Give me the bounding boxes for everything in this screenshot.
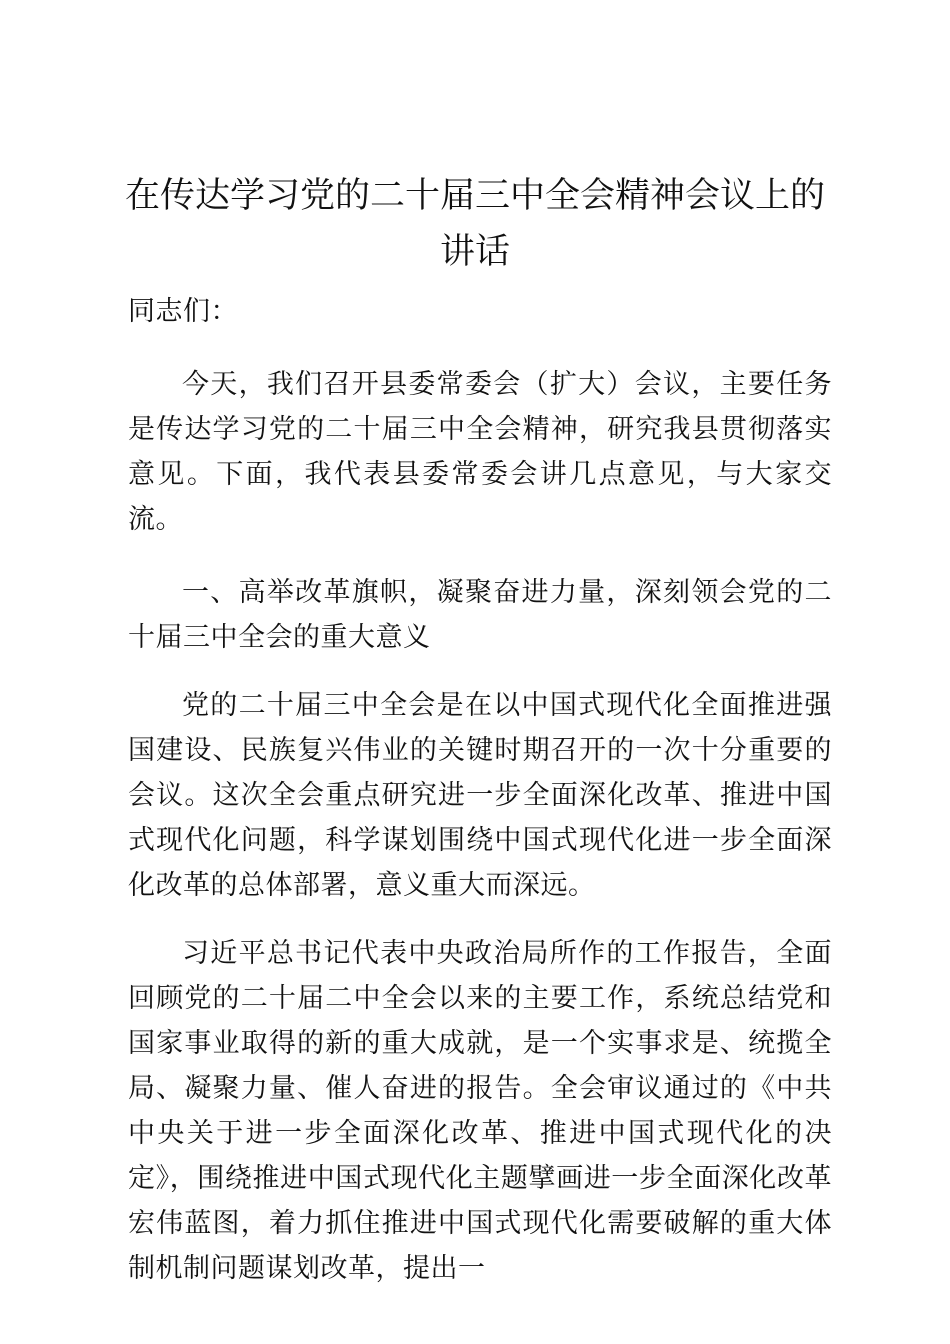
section-heading-1: 一、高举改革旗帜，凝聚奋进力量，深刻领会党的二十届三中全会的重大意义 [128,577,832,653]
document-title [110,168,840,280]
title-line-1: 在传达学习党的二十届三中全会精神会议上的 [124,176,825,216]
paragraph-significance: 党的二十届三中全会是在以中国式现代化全面推进强国建设、民族复兴伟业的关键时期召开的一次十分重要的会议。这次全会重点研究进一步全面深化改革、推进中国式现代化问题，科学谋划围绕中国式现代化进一步全面深化改革的总体部署，意义重大而深远。 [128,690,832,901]
paragraph-intro: 今天，我们召开县委常委会（扩大）会议，主要任务是传达学习党的二十届三中全会精神，研究我县贯彻落实意见。下面，我代表县委常委会讲几点意见，与大家交流。 [128,369,832,535]
paragraph-report: 习近平总书记代表中央政治局所作的工作报告，全面回顾党的二十届二中全会以来的主要工作，系统总结党和国家事业取得的新的重大成就，是一个实事求是、统揽全局、凝聚力量、催人奋进的报告。全会审议通过的《中共中央关于进一步全面深化改革、推进中国式现代化的决定》，围绕推进中国式现代化主题擘画进一步全面深化改革宏伟蓝图，着力抓住推进中国式现代化需要破解的重大体制机制问题谋划改革，提出一 [128,938,832,1284]
salutation: 同志们： [128,296,238,327]
document-body [128,289,832,1291]
title-line-2: 讲话 [439,232,510,272]
